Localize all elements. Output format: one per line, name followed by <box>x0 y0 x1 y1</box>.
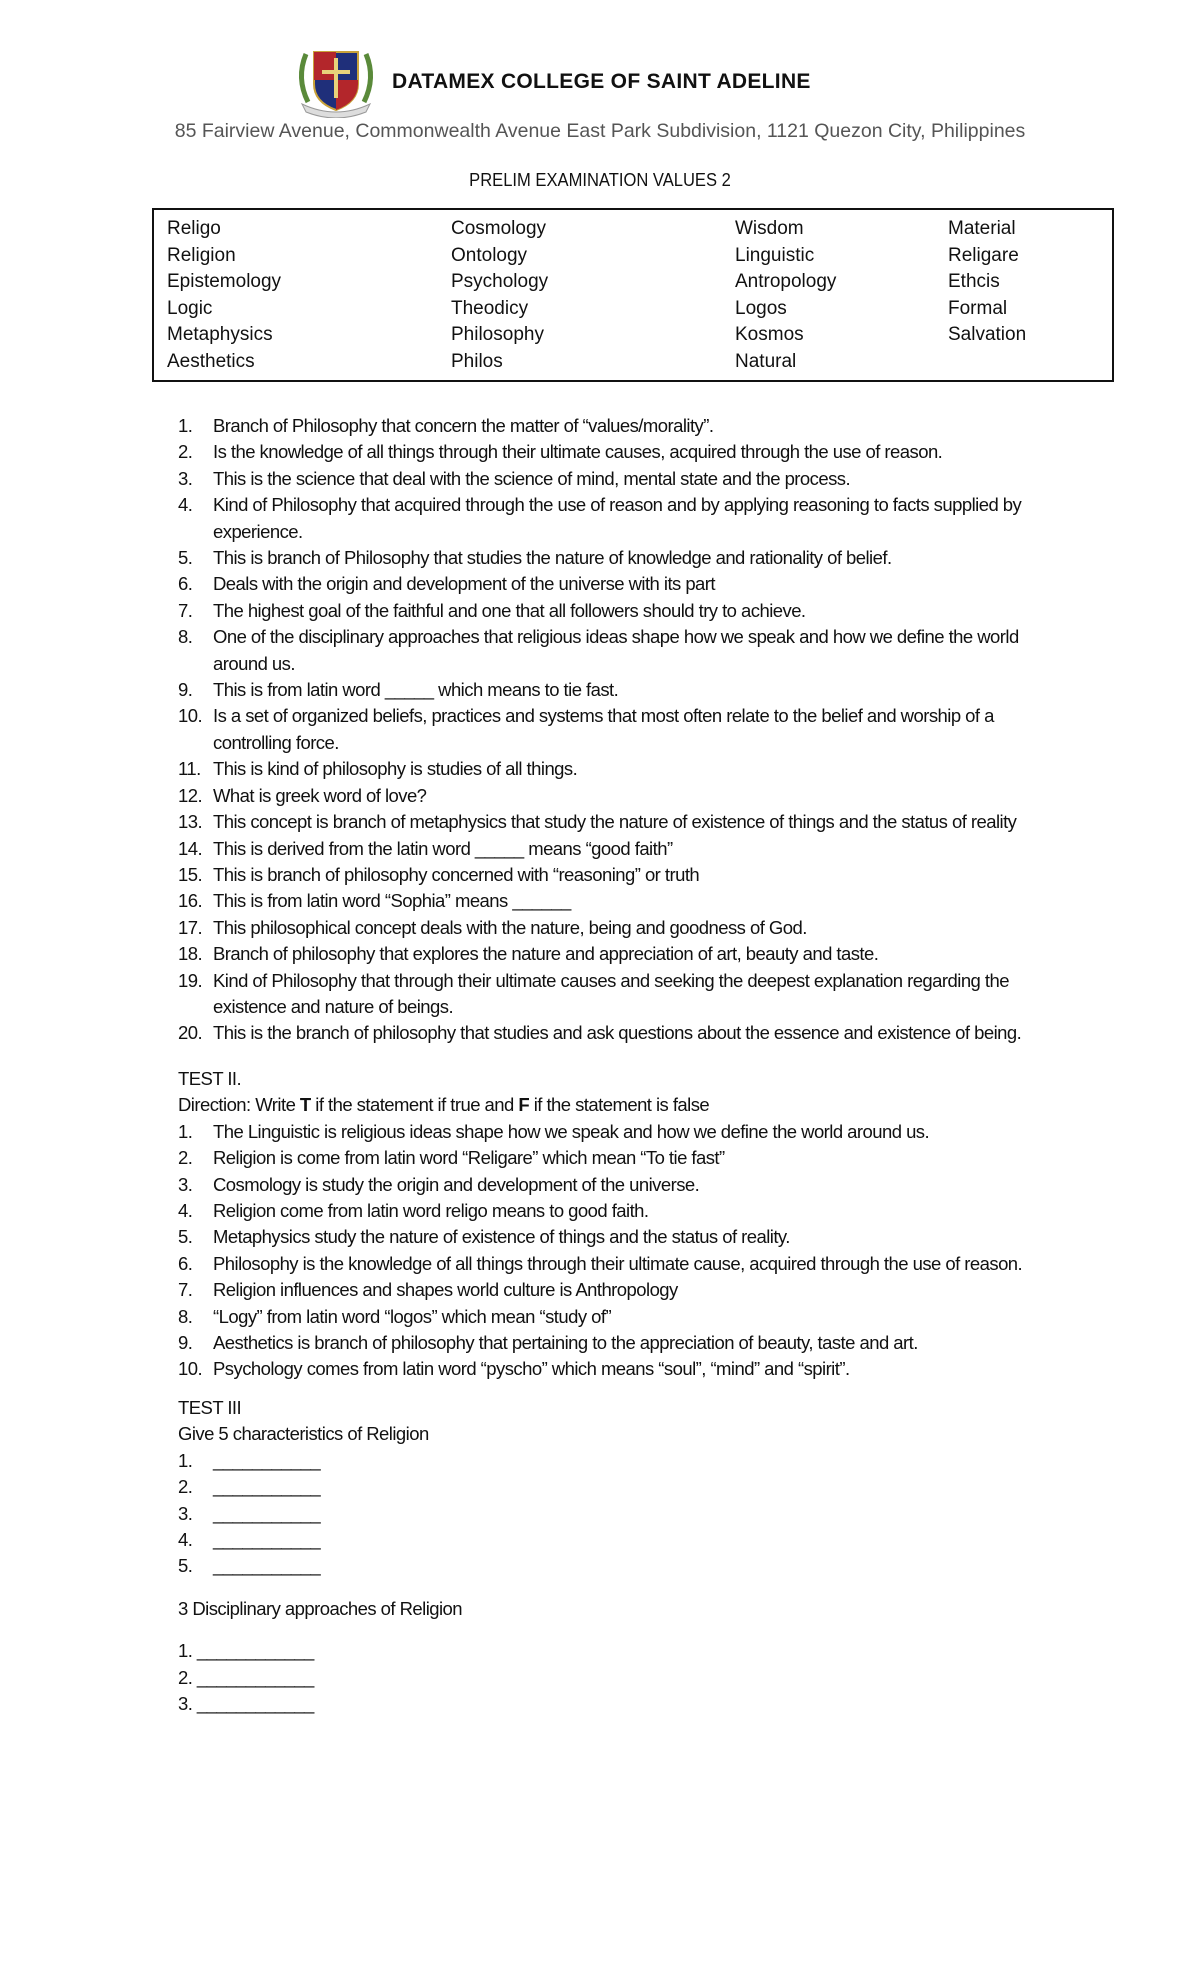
question-item: 2. Is the knowledge of all things through their ultimate causes, acquired through the use of reason. <box>178 441 943 463</box>
question-item: 4. Kind of Philosophy that acquired through the use of reason and by applying reasoning to facts supplied by experience. <box>178 494 1022 542</box>
college-name: DATAMEX COLLEGE OF SAINT ADELINE <box>392 70 811 93</box>
question-item: 6. Deals with the origin and development of the universe with its part <box>178 573 715 595</box>
college-address: 85 Fairview Avenue, Commonwealth Avenue East Park Subdivision, 1121 Quezon City, Philippines <box>174 120 1026 142</box>
statement-item: 2. Religion is come from latin word “Religare” which mean “To tie fast” <box>178 1147 725 1169</box>
answer-blank: 3. ____________ <box>178 1693 314 1715</box>
word-bank-term: Ontology <box>451 244 528 266</box>
statement-item: 4. Religion come from latin word religo means to good faith. <box>178 1200 649 1222</box>
answer-blank: 3. ___________ <box>178 1502 321 1524</box>
word-bank-term: Psychology <box>451 271 549 292</box>
header <box>0 40 1200 190</box>
question-item: 1. Branch of Philosophy that concern the matter of “values/morality”. <box>178 415 714 436</box>
word-bank-term: Cosmology <box>451 218 547 239</box>
word-bank-term: Logos <box>735 297 787 319</box>
word-bank-term: Kosmos <box>735 324 804 345</box>
statement-item: 7. Religion influences and shapes world culture is Anthropology <box>178 1279 678 1301</box>
statement-item: 3. Cosmology is study the origin and development of the universe. <box>178 1173 700 1195</box>
word-bank-term: Material <box>948 218 1016 239</box>
word-bank <box>152 208 1114 382</box>
word-bank-term: Ethcis <box>948 271 1000 292</box>
answer-blank: 4. ___________ <box>178 1529 321 1551</box>
word-bank-term: Salvation <box>948 324 1027 345</box>
statement-item: 5. Metaphysics study the nature of existence of things and the status of reality. <box>178 1226 790 1248</box>
test2-direction: Direction: Write T if the statement if true and F if the statement is false <box>178 1094 710 1116</box>
question-item: 17. This philosophical concept deals with the nature, being and goodness of God. <box>178 916 807 938</box>
statement-item: 1. The Linguistic is religious ideas shape how we speak and how we define the world around us. <box>178 1120 930 1142</box>
word-bank-column <box>451 216 548 375</box>
answer-blank: 1. ___________ <box>178 1449 321 1471</box>
word-bank-term: Philos <box>451 350 503 372</box>
answer-blank: 2. ____________ <box>178 1666 314 1688</box>
word-bank-term: Natural <box>735 350 797 372</box>
exam-title: PRELIM EXAMINATION VALUES 2 <box>469 170 731 190</box>
statement-item: 8. “Logy” from latin word “logos” which mean “study of” <box>178 1305 612 1327</box>
question-item: 3. This is the science that deal with the science of mind, mental state and the process. <box>178 467 851 489</box>
question-item: 14. This is derived from the latin word _____ means “good faith” <box>178 837 673 859</box>
answer-blank: 2. ___________ <box>178 1476 321 1498</box>
word-bank-term: Religo <box>167 218 221 239</box>
word-bank-term: Metaphysics <box>167 324 273 345</box>
word-bank-term: Philosophy <box>451 324 544 345</box>
question-item: 9. This is from latin word _____ which means to tie fast. <box>178 679 619 701</box>
question-item: 5. This is branch of Philosophy that studies the nature of knowledge and rationality of belief. <box>178 547 892 569</box>
word-bank-term: Formal <box>948 297 1008 319</box>
word-bank-column <box>167 216 281 375</box>
test1-question-list <box>178 413 1058 1047</box>
word-bank-term: Linguistic <box>735 244 815 266</box>
statement-item: 9. Aesthetics is branch of philosophy that pertaining to the appreciation of beauty, taste and art. <box>178 1332 918 1354</box>
test3-title: TEST III <box>178 1397 242 1418</box>
test3-prompt-approaches: 3 Disciplinary approaches of Religion <box>178 1597 463 1619</box>
test2-section <box>178 1066 1058 1383</box>
statement-item: 6. Philosophy is the knowledge of all things through their ultimate cause, acquired through the use of reason. <box>178 1252 1023 1274</box>
question-item: 7. The highest goal of the faithful and one that all followers should try to achieve. <box>178 599 806 621</box>
test2-title: TEST II. <box>178 1068 242 1089</box>
word-bank-term: Wisdom <box>735 218 804 239</box>
question-item: 10. Is a set of organized beliefs, practices and systems that most often relate to the belief and worship of a controlling force. <box>178 705 994 753</box>
statement-item: 10. Psychology comes from latin word “pyscho” which means “soul”, “mind” and “spirit”. <box>178 1358 850 1380</box>
answer-blank: 1. ____________ <box>178 1640 314 1662</box>
question-item: 13. This concept is branch of metaphysics that study the nature of existence of things and the status of reality <box>178 811 1017 833</box>
word-bank-term: Antropology <box>735 271 837 292</box>
word-bank-term: Aesthetics <box>167 350 255 372</box>
word-bank-term: Epistemology <box>167 271 282 292</box>
word-bank-term: Religion <box>167 244 236 266</box>
question-item: 16. This is from latin word “Sophia” means ______ <box>178 890 571 912</box>
word-bank-term: Theodicy <box>451 297 529 319</box>
question-item: 20. This is the branch of philosophy that studies and ask questions about the essence and existence of being. <box>178 1022 1022 1044</box>
test3-section <box>178 1395 1058 1717</box>
word-bank-column <box>735 216 836 375</box>
word-bank-term: Religare <box>948 244 1019 266</box>
question-item: 18. Branch of philosophy that explores the nature and appreciation of art, beauty and taste. <box>178 943 879 965</box>
question-item: 11. This is kind of philosophy is studies of all things. <box>178 758 578 780</box>
word-bank-term: Logic <box>167 297 213 319</box>
question-item: 8. One of the disciplinary approaches that religious ideas shape how we speak and how we define the world around us. <box>178 626 1019 674</box>
answer-blank: 5. ___________ <box>178 1555 321 1577</box>
question-item: 12. What is greek word of love? <box>178 784 427 806</box>
word-bank-column <box>948 216 1026 349</box>
question-item: 15. This is branch of philosophy concerned with “reasoning” or truth <box>178 863 700 885</box>
college-seal-icon <box>292 44 380 118</box>
question-item: 19. Kind of Philosophy that through their ultimate causes and seeking the deepest explanation regarding the existence and nature of beings. <box>178 969 1009 1017</box>
test3-prompt-characteristics: Give 5 characteristics of Religion <box>178 1423 429 1445</box>
